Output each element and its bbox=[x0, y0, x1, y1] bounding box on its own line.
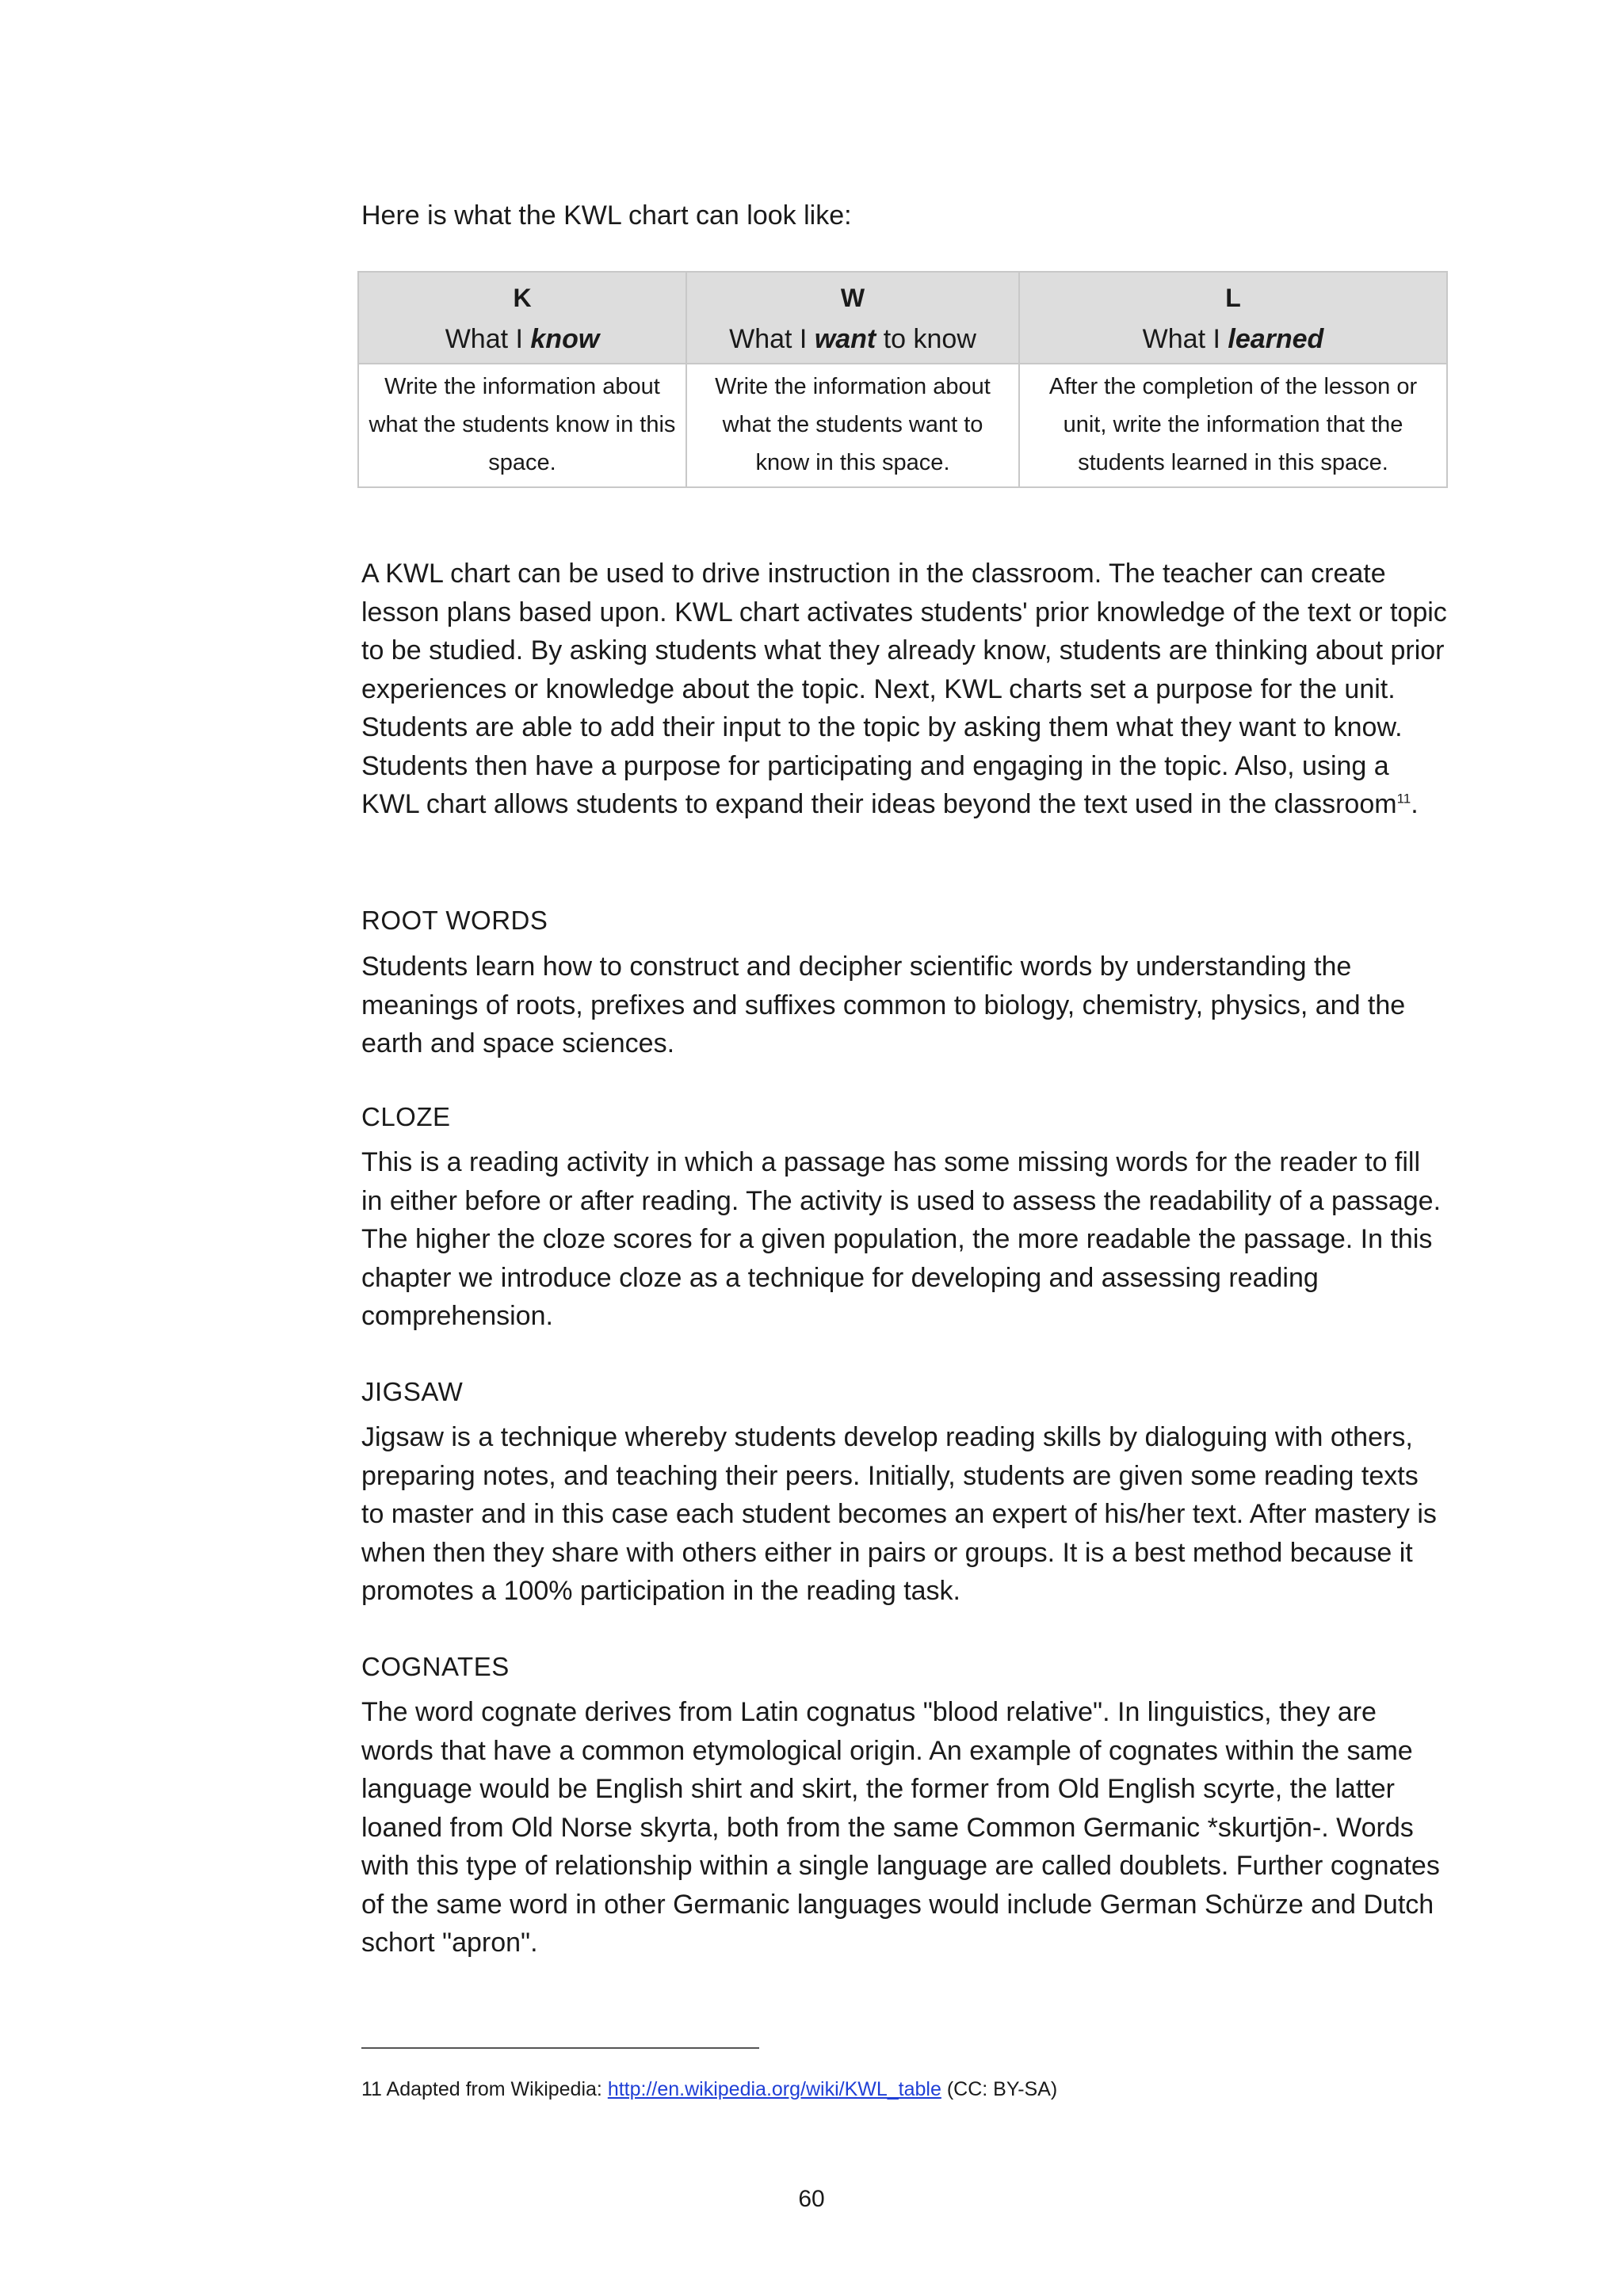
kwl-header-w-emphasis: want bbox=[814, 324, 876, 354]
kwl-letter-w: W bbox=[840, 284, 865, 312]
kwl-cell-w: Write the information about what the students want to know in this space. bbox=[686, 364, 1019, 487]
jigsaw-text: Jigsaw is a technique whereby students develop reading skills by dialoguing with others, preparing notes, and teaching their peers. Initially, students are given some reading texts to master and in this case each student becomes an expert of his/her text. After mastery is when then they share with others either in pairs or groups. It is a best method because it promotes a 100% participation in the reading task. bbox=[361, 1422, 1437, 1606]
footnote-reference: 11 bbox=[1396, 791, 1411, 807]
heading-cognates: COGNATES bbox=[361, 1652, 510, 1681]
kwl-header-l-emphasis: learned bbox=[1228, 324, 1324, 354]
page-number: 60 bbox=[798, 2186, 825, 2212]
kwl-header-w-post: to know bbox=[876, 324, 976, 354]
cloze-text: This is a reading activity in which a passage has some missing words for the reader to fill in either before or after reading. The activity is used to assess the readability of a passage. The higher the cloze scores for a given population, the more readable the passage. In this chapter we introduce cloze as a technique for developing and assessing reading comprehension. bbox=[361, 1147, 1442, 1331]
heading-jigsaw: JIGSAW bbox=[361, 1377, 464, 1406]
footnote-suffix: (CC: BY-SA) bbox=[941, 2078, 1058, 2100]
footnote bbox=[361, 2076, 1057, 2103]
kwl-cell-l: After the completion of the lesson or unit, write the information that the students learned in this space. bbox=[1019, 364, 1447, 487]
kwl-header-w-pre: What I bbox=[729, 324, 815, 354]
footnote-prefix: 11 Adapted from Wikipedia: bbox=[361, 2078, 608, 2100]
kwl-paragraph-end: . bbox=[1411, 789, 1419, 819]
kwl-header-w bbox=[686, 272, 1019, 364]
kwl-header-l bbox=[1019, 272, 1447, 364]
cognates-text: The word cognate derives from Latin cognatus "blood relative". In linguistics, they are words that have a common etymological origin. An example of cognates within the same language would be English shirt and skirt, the former from Old English scyrte, the latter loaned from Old Norse skyrta, both from the same Common Germanic *skurtjōn-. Words with this type of relationship within a single language are called doublets. Further cognates of the same word in other Germanic languages would include German Schürze and Dutch schort "apron". bbox=[361, 1697, 1440, 1958]
kwl-letter-l: L bbox=[1225, 284, 1241, 312]
kwl-body-row bbox=[358, 364, 1447, 487]
footnote-link[interactable]: http://en.wikipedia.org/wiki/KWL_table bbox=[607, 2078, 941, 2100]
intro-text: Here is what the KWL chart can look like: bbox=[361, 200, 852, 231]
kwl-paragraph bbox=[361, 555, 1447, 824]
kwl-cell-k: Write the information about what the students know in this space. bbox=[358, 364, 686, 487]
root-words-text: Students learn how to construct and decipher scientific words by understanding the meanings of roots, prefixes and suffixes common to biology, chemistry, physics, and the earth and space sciences. bbox=[361, 952, 1406, 1058]
kwl-header-row bbox=[358, 272, 1447, 364]
kwl-header-k bbox=[358, 272, 686, 364]
kwl-letter-k: K bbox=[513, 284, 532, 312]
kwl-header-l-pre: What I bbox=[1142, 324, 1228, 354]
footnote-separator bbox=[361, 2047, 759, 2049]
kwl-paragraph-text: A KWL chart can be used to drive instruction in the classroom. The teacher can create lesson plans based upon. KWL chart activates students' prior knowledge of the text or topic to be studied. By asking students what they already know, students are thinking about prior experiences or knowledge about the topic. Next, KWL charts set a purpose for the unit. Students are able to add their input to the topic by asking them what they want to know. Students then have a purpose for participating and engaging in the topic. Also, using a KWL chart allows students to expand their ideas beyond the text used in the classroom bbox=[361, 559, 1447, 819]
heading-cloze: CLOZE bbox=[361, 1102, 451, 1131]
kwl-chart-table bbox=[357, 271, 1448, 488]
kwl-header-k-emphasis: know bbox=[530, 324, 600, 354]
kwl-header-k-pre: What I bbox=[445, 324, 531, 354]
heading-root-words: ROOT WORDS bbox=[361, 906, 548, 935]
